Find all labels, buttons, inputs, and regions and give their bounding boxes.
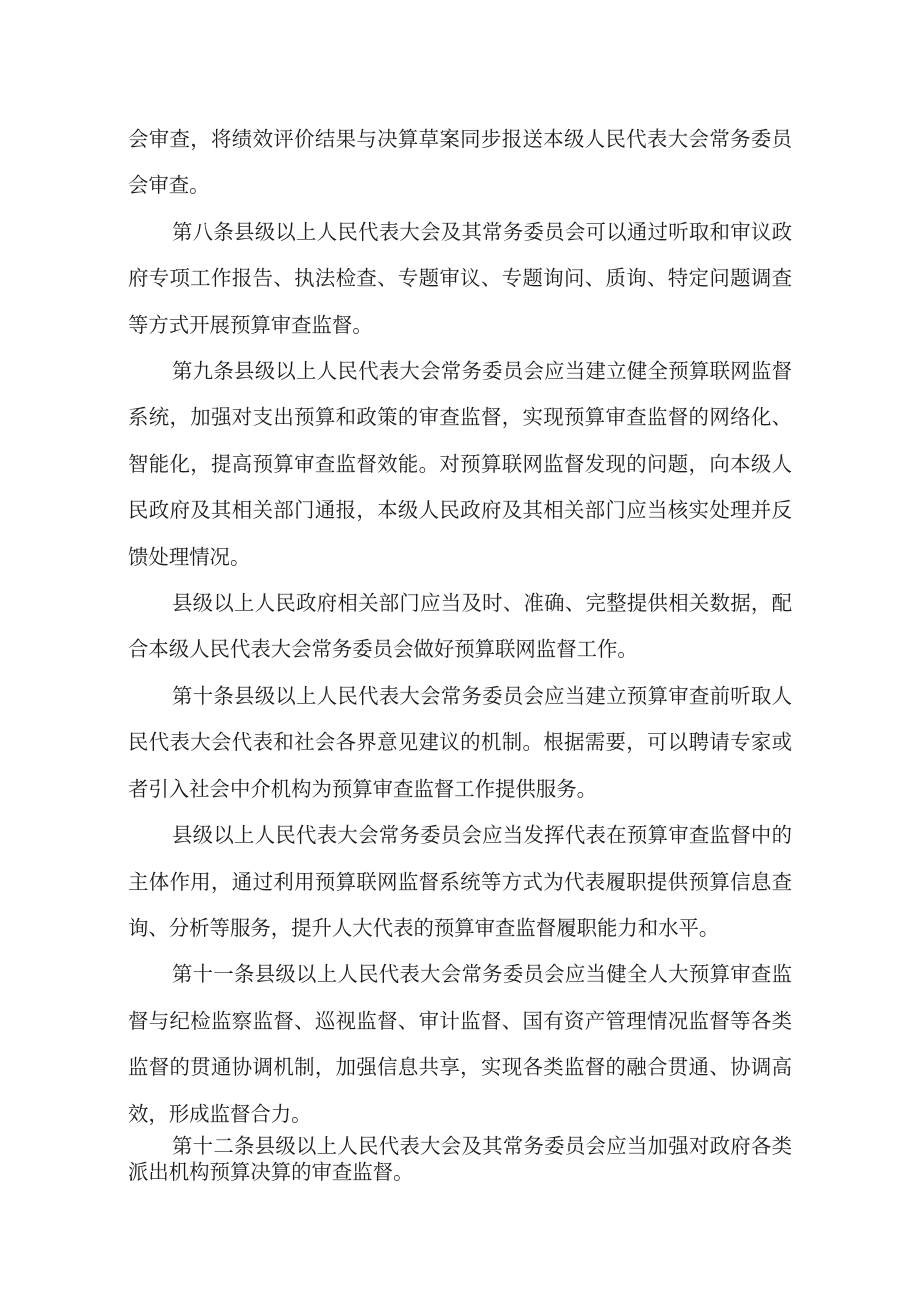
paragraph-article-10: 第十条县级以上人民代表大会常务委员会应当建立预算审查前听取人民代表大会代表和社会各界意见建议的机制。根据需要，可以聘请专家或者引入社会中介机构为预算审查监督工作提供服务。 <box>128 685 792 801</box>
paragraph-article-9: 第九条县级以上人民代表大会常务委员会应当建立健全预算联网监督系统，加强对支出预算和政策的审查监督，实现预算审查监督的网络化、智能化，提高预算审查监督效能。对预算联网监督发现的问题，向本级人民政府及其相关部门通报，本级人民政府及其相关部门应当核实处理并反馈处理情况。 <box>128 361 792 569</box>
paragraph-article-10-cont: 县级以上人民代表大会常务委员会应当发挥代表在预算审查监督中的主体作用，通过利用预算联网监督系统等方式为代表履职提供预算信息查询、分析等服务，提升人大代表的预算审查监督履职能力和水平。 <box>128 825 792 940</box>
paragraph-article-9-cont: 县级以上人民政府相关部门应当及时、准确、完整提供相关数据，配合本级人民代表大会常务委员会做好预算联网监督工作。 <box>128 593 792 662</box>
paragraph-article-11: 第十一条县级以上人民代表大会常务委员会应当健全人大预算审查监督与纪检监察监督、巡视监督、审计监督、国有资产管理情况监督等各类监督的贯通协调机制，加强信息共享，实现各类监督的融合贯通、协调高效，形成监督合力。 <box>128 964 792 1126</box>
paragraph-article-12: 第十二条县级以上人民代表大会及其常务委员会应当加强对政府各类派出机构预算决算的审查监督。 <box>128 1135 792 1184</box>
document-text-block <box>128 117 792 1186</box>
paragraph-continuation: 会审查，将绩效评价结果与决算草案同步报送本级人民代表大会常务委员会审查。 <box>128 129 792 198</box>
paragraph-article-8: 第八条县级以上人民代表大会及其常务委员会可以通过听取和审议政府专项工作报告、执法检查、专题审议、专题询问、质询、特定问题调查等方式开展预算审查监督。 <box>128 221 792 337</box>
